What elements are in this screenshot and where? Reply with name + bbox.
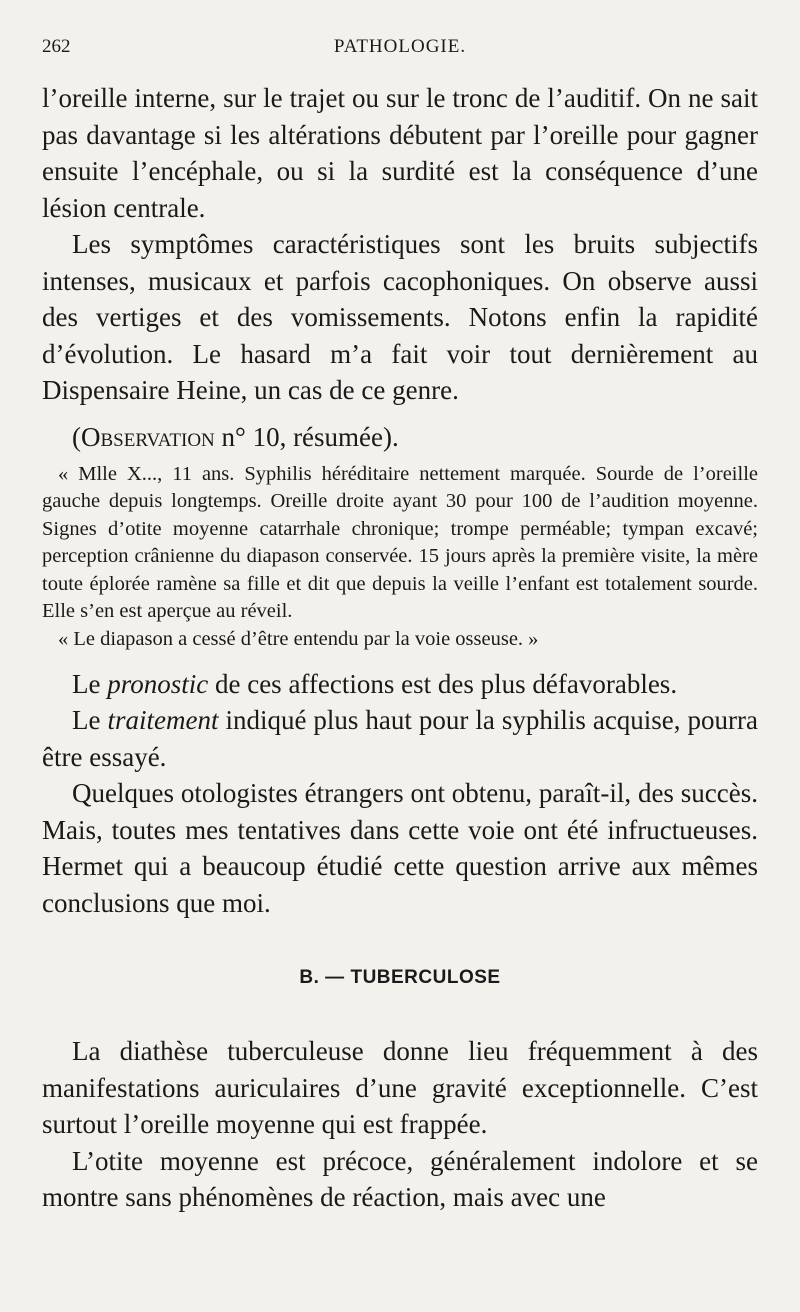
running-title: PATHOLOGIE. (333, 36, 467, 57)
paragraph-prognosis (42, 666, 758, 703)
paragraph-otologists: Quelques otologistes étrangers ont obtenu, paraît-il, des succès. Mais, toutes mes tentatives dans cette voie ont été infructueuses. Hermet qui a beaucoup étudié cette question arrive aux mêmes conclusions que moi. (42, 778, 758, 918)
page-number: 262 (42, 36, 71, 57)
treatment-term: traitement (107, 705, 219, 736)
observation-number: n° 10, résumée). (214, 421, 399, 452)
treatment-text: indiqué plus haut pour la syphilis acquise, pourra être essayé. (42, 705, 758, 772)
prognosis-lead: Le (72, 668, 108, 699)
paragraph-otitis: L’otite moyenne est précoce, généralement indolore et se montre sans phénomènes de réaction, mais avec une (42, 1145, 758, 1213)
page-header (42, 36, 758, 62)
prognosis-text: de ces affections est des plus défavorables. (208, 668, 678, 699)
section-heading: B. — TUBERCULOSE (299, 967, 501, 989)
observation-quote-end: « Le diapason a cessé d’être entendu par la voie osseuse. » (58, 628, 539, 651)
treatment-lead: Le (72, 705, 108, 736)
observation-title (42, 419, 758, 455)
paragraph-symptoms: Les symptômes caractéristiques sont les bruits subjectifs intenses, musicaux et parfois cacophoniques. On observe aussi des vertiges et des vomissements. Notons enfin la rapidité d’évolution. Le hasard m’a fait voir tout dernièrement au Dispensaire Heine, un cas de ce genre. (42, 229, 758, 405)
paragraph-tuberculosis: La diathèse tuberculeuse donne lieu fréquemment à des manifestations auriculaires d’une gravité exceptionnelle. C’est surtout l’oreille moyenne qui est frappée. (42, 1036, 758, 1140)
observation-open-paren: ( (72, 421, 81, 452)
paragraph-treatment (42, 702, 758, 775)
page-body (42, 80, 758, 1216)
observation-label: Observation (81, 421, 215, 452)
observation-quote: « Mlle X..., 11 ans. Syphilis héréditaire nettement marquée. Sourde de l’oreille gauche depuis longtemps. Oreille droite ayant 30 pour 100 de l’audition moyenne. Signes d’otite moyenne catarrhale chronique; trompe perméable; tympan excavé; perception crânienne du diapason conservée. 15 jours après la première visite, la mère toute éplorée ramène sa fille et dit que depuis la veille l’enfant est totalement sourde. Elle s’en est aperçue au réveil. (42, 462, 758, 623)
paragraph-continuation: l’oreille interne, sur le trajet ou sur le tronc de l’auditif. On ne sait pas davantage si les altérations débutent par l’oreille pour gagner ensuite l’encéphale, ou si la surdité est la conséquence d’une lésion centrale. (42, 83, 758, 223)
prognosis-term: pronostic (107, 668, 209, 699)
